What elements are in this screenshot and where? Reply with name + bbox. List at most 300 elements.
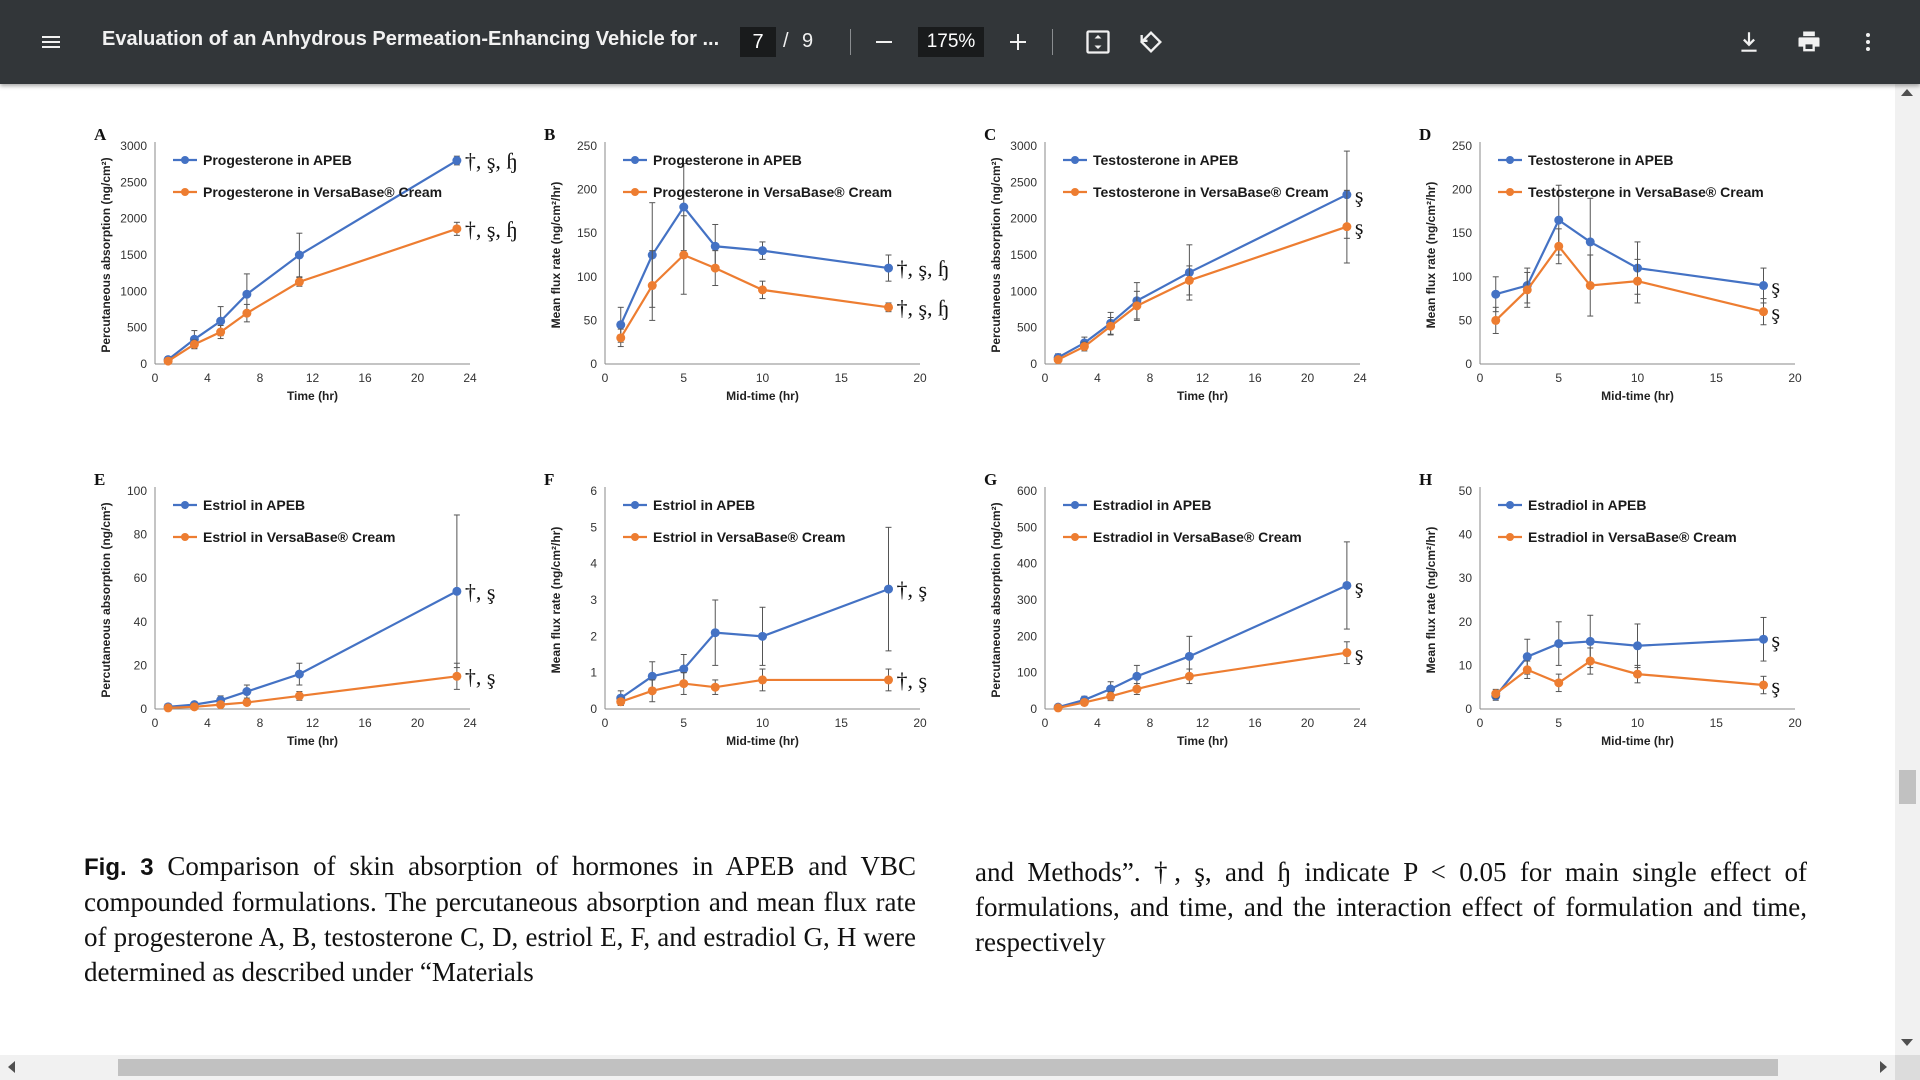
data-point — [164, 703, 173, 712]
significance-label: ş — [1771, 673, 1781, 699]
series-line — [621, 680, 889, 702]
panel-letter: C — [984, 125, 997, 144]
x-tick-label: 15 — [834, 371, 848, 385]
download-button[interactable] — [1729, 22, 1769, 62]
series-line — [1496, 220, 1764, 294]
chart-panel-h — [1415, 469, 1815, 814]
data-point — [1759, 635, 1768, 644]
legend-marker — [1506, 156, 1514, 164]
x-tick-label: 8 — [1146, 371, 1154, 385]
data-point — [295, 251, 304, 260]
data-point — [452, 587, 461, 596]
chart-svg — [980, 469, 1380, 814]
y-tick-label: 40 — [133, 614, 147, 629]
y-tick-label: 0 — [590, 702, 597, 716]
data-point — [1633, 670, 1642, 679]
panel-letter: G — [984, 470, 998, 489]
legend-marker — [1506, 533, 1514, 541]
pdf-page — [0, 84, 1895, 1054]
fit-page-icon — [1084, 28, 1112, 56]
legend-marker — [181, 156, 189, 164]
y-tick-label: 250 — [1451, 139, 1472, 153]
data-point — [1523, 652, 1532, 661]
chart-panel-d — [1415, 124, 1815, 469]
legend-label: Estradiol in APEB — [1528, 497, 1647, 513]
y-tick-label: 250 — [576, 139, 597, 153]
x-tick-label: 4 — [204, 371, 211, 385]
document-title: Evaluation of an Anhydrous Permeation-Enhancing Vehicle for ... — [102, 28, 720, 50]
x-tick-label: 0 — [601, 371, 609, 385]
x-tick-label: 8 — [1146, 716, 1154, 730]
legend-label: Estradiol in VersaBase® Cream — [1528, 529, 1737, 545]
data-point — [1554, 639, 1563, 648]
y-tick-label: 0 — [140, 702, 147, 716]
y-tick-label: 50 — [1458, 484, 1472, 498]
y-tick-label: 300 — [1016, 593, 1037, 607]
data-point — [1080, 342, 1089, 351]
zoom-in-icon — [1006, 30, 1030, 54]
pdf-viewer[interactable] — [0, 84, 1920, 1080]
y-tick-label: 5 — [590, 520, 597, 535]
x-axis-label: Mid-time (hr) — [1601, 389, 1674, 403]
chart-svg — [1415, 469, 1815, 814]
y-tick-label: 6 — [590, 484, 597, 498]
x-tick-label: 12 — [1195, 371, 1210, 385]
x-tick-label: 0 — [151, 371, 159, 385]
x-tick-label: 12 — [1195, 716, 1210, 730]
y-tick-label: 100 — [1016, 665, 1037, 680]
data-point — [758, 285, 767, 294]
vertical-scrollbar[interactable] — [1895, 84, 1920, 1055]
y-tick-label: 2000 — [120, 211, 147, 226]
scrollbar-corner — [1895, 1055, 1920, 1080]
panel-letter: F — [544, 470, 555, 489]
y-axis-label: Percutaneous absorption (ng/cm²) — [99, 502, 113, 698]
y-tick-label: 1 — [590, 665, 597, 680]
data-point — [452, 156, 461, 165]
data-point — [190, 340, 199, 349]
data-point — [295, 691, 304, 700]
data-point — [242, 290, 251, 299]
y-tick-label: 1000 — [1010, 284, 1037, 299]
series-line — [1496, 639, 1764, 696]
data-point — [648, 686, 657, 695]
y-tick-label: 150 — [1451, 226, 1472, 241]
figure-caption-right — [975, 855, 1807, 960]
scroll-left-arrow-icon[interactable] — [8, 1061, 15, 1073]
series-line — [621, 255, 889, 338]
menu-icon — [39, 30, 63, 54]
panel-letter: E — [94, 470, 106, 489]
data-point — [679, 679, 688, 688]
y-tick-label: 20 — [1458, 614, 1472, 629]
y-tick-label: 3000 — [120, 139, 147, 153]
data-point — [1080, 698, 1089, 707]
chart-panel-f — [540, 469, 940, 814]
x-tick-label: 15 — [1709, 716, 1723, 730]
legend-label: Testosterone in APEB — [1528, 152, 1674, 168]
y-tick-label: 200 — [1016, 629, 1037, 644]
horizontal-scroll-thumb[interactable] — [118, 1059, 1778, 1076]
legend-label: Progesterone in VersaBase® Cream — [653, 184, 893, 200]
y-tick-label: 100 — [1451, 269, 1472, 284]
y-tick-label: 40 — [1458, 527, 1472, 542]
legend-label: Estradiol in APEB — [1093, 497, 1212, 513]
data-point — [616, 320, 625, 329]
caption-text-right: and Methods”. †, ş, and ɧ indicate P < 0.05 for main single effect of formulations, and time, and the interaction effect of formulation and time, respectively — [975, 857, 1807, 957]
y-axis-label: Mean flux rate (ng/cm²/hr) — [1424, 526, 1438, 674]
zoom-level-input[interactable]: 175% — [918, 27, 984, 57]
data-point — [1554, 216, 1563, 225]
y-tick-label: 1500 — [120, 248, 147, 262]
caption-text-left: Comparison of skin absorption of hormones in APEB and VBC compounded formulations. The percutaneous absorption and mean flux rate of progesterone A, B, testosterone C, D, estriol E, F, and estradiol G, H were determined as described under “Materials — [84, 851, 916, 987]
x-tick-label: 8 — [256, 716, 264, 730]
zoom-in-button[interactable] — [998, 22, 1038, 62]
figure-caption-left — [84, 849, 916, 990]
rotate-button[interactable] — [1131, 22, 1171, 62]
chart-svg — [90, 124, 518, 469]
legend-label: Estriol in APEB — [203, 497, 306, 513]
data-point — [1342, 581, 1351, 590]
legend-marker — [1506, 188, 1514, 196]
y-axis-label: Mean flux rate (ng/cm²/hr) — [549, 526, 563, 674]
significance-label: ş — [1354, 640, 1364, 666]
chart-svg — [540, 124, 950, 469]
x-tick-label: 5 — [1555, 371, 1563, 385]
rotate-icon — [1137, 28, 1165, 56]
x-tick-label: 24 — [463, 716, 477, 730]
y-tick-label: 500 — [1016, 520, 1037, 535]
data-point — [242, 309, 251, 318]
chart-svg — [980, 124, 1380, 469]
data-point — [216, 328, 225, 337]
data-point — [679, 203, 688, 212]
data-point — [1586, 657, 1595, 666]
y-tick-label: 200 — [576, 182, 597, 197]
x-tick-label: 24 — [1353, 371, 1367, 385]
data-point — [1106, 322, 1115, 331]
significance-label: †, ş, ɧ — [464, 148, 518, 174]
data-point — [242, 687, 251, 696]
menu-button[interactable] — [31, 22, 71, 62]
current-page-input[interactable]: 7 — [740, 27, 776, 57]
y-tick-label: 0 — [1465, 702, 1472, 716]
y-tick-label: 1000 — [120, 284, 147, 299]
zoom-out-button[interactable] — [864, 22, 904, 62]
data-point — [711, 264, 720, 273]
x-tick-label: 12 — [305, 371, 320, 385]
x-tick-label: 20 — [1300, 371, 1315, 385]
pdf-toolbar — [0, 0, 1920, 84]
data-point — [1633, 277, 1642, 286]
figure-label: Fig. 3 — [84, 854, 154, 881]
x-tick-label: 4 — [1094, 716, 1101, 730]
significance-label: ş — [1354, 573, 1364, 599]
data-point — [295, 670, 304, 679]
legend-marker — [181, 188, 189, 196]
series-line — [1058, 227, 1347, 360]
legend-label: Testosterone in VersaBase® Cream — [1093, 184, 1329, 200]
data-point — [679, 251, 688, 260]
toolbar-divider — [850, 29, 851, 55]
significance-label: †, ş — [896, 667, 928, 693]
legend-marker — [1071, 156, 1079, 164]
page-separator: / — [783, 30, 789, 52]
y-tick-label: 2 — [590, 629, 597, 644]
data-point — [884, 585, 893, 594]
series-line — [1058, 585, 1347, 707]
data-point — [216, 700, 225, 709]
data-point — [1185, 652, 1194, 661]
legend-label: Estriol in VersaBase® Cream — [203, 529, 396, 545]
x-axis-label: Time (hr) — [286, 734, 339, 748]
y-tick-label: 500 — [126, 320, 147, 335]
y-tick-label: 30 — [1458, 571, 1472, 586]
data-point — [616, 697, 625, 706]
data-point — [1554, 678, 1563, 687]
significance-label: ş — [1771, 299, 1781, 325]
data-point — [216, 317, 225, 326]
y-tick-label: 50 — [583, 313, 597, 328]
data-point — [884, 303, 893, 312]
data-point — [711, 628, 720, 637]
x-tick-label: 24 — [463, 371, 477, 385]
x-axis-label: Mid-time (hr) — [726, 389, 799, 403]
y-tick-label: 100 — [576, 269, 597, 284]
legend-marker — [1071, 533, 1079, 541]
y-tick-label: 1500 — [1010, 248, 1037, 262]
series-line — [1058, 653, 1347, 708]
x-tick-label: 20 — [410, 716, 425, 730]
data-point — [1132, 685, 1141, 694]
chart-svg — [540, 469, 940, 814]
series-line — [1496, 661, 1764, 694]
x-tick-label: 24 — [1353, 716, 1367, 730]
fit-page-button[interactable] — [1078, 22, 1118, 62]
scroll-up-arrow-icon[interactable] — [1901, 89, 1913, 96]
chart-svg — [1415, 124, 1815, 469]
y-tick-label: 0 — [1465, 357, 1472, 371]
y-tick-label: 2500 — [1010, 175, 1037, 190]
y-tick-label: 3000 — [1010, 139, 1037, 153]
y-axis-label: Mean flux rate (ng/cm²/hr) — [1424, 181, 1438, 329]
data-point — [1633, 641, 1642, 650]
legend-marker — [181, 501, 189, 509]
legend-label: Estradiol in VersaBase® Cream — [1093, 529, 1302, 545]
y-tick-label: 3 — [590, 593, 597, 607]
data-point — [1491, 316, 1500, 325]
data-point — [1132, 672, 1141, 681]
data-point — [1586, 281, 1595, 290]
y-tick-label: 60 — [133, 571, 147, 586]
data-point — [1054, 355, 1063, 364]
data-point — [190, 702, 199, 711]
series-line — [168, 676, 457, 708]
series-line — [621, 207, 889, 325]
x-tick-label: 20 — [1300, 716, 1315, 730]
significance-label: †, ş — [464, 664, 496, 690]
y-tick-label: 500 — [1016, 320, 1037, 335]
more-vert-icon — [1856, 30, 1880, 54]
chart-panel-a — [90, 124, 518, 469]
x-tick-label: 5 — [1555, 716, 1563, 730]
y-tick-label: 2500 — [120, 175, 147, 190]
data-point — [1491, 689, 1500, 698]
x-tick-label: 4 — [1094, 371, 1101, 385]
significance-label: †, ş — [464, 579, 496, 605]
y-axis-label: Percutaneous absorption (ng/cm²) — [989, 502, 1003, 698]
series-line — [168, 229, 457, 361]
y-tick-label: 10 — [1458, 658, 1472, 673]
legend-marker — [1071, 188, 1079, 196]
significance-label: †, ş, ɧ — [896, 256, 950, 282]
data-point — [1185, 672, 1194, 681]
data-point — [758, 675, 767, 684]
data-point — [884, 675, 893, 684]
y-tick-label: 100 — [126, 484, 147, 498]
zoom-out-icon — [872, 30, 896, 54]
legend-marker — [631, 501, 639, 509]
legend-label: Estriol in VersaBase® Cream — [653, 529, 846, 545]
x-tick-label: 16 — [358, 716, 372, 730]
y-tick-label: 0 — [1030, 357, 1037, 371]
data-point — [164, 357, 173, 366]
x-tick-label: 20 — [410, 371, 425, 385]
panel-letter: D — [1419, 125, 1432, 144]
legend-marker — [631, 188, 639, 196]
x-axis-label: Time (hr) — [1176, 389, 1229, 403]
data-point — [1759, 681, 1768, 690]
panel-letter: H — [1419, 470, 1433, 489]
data-point — [1054, 703, 1063, 712]
significance-label: ş — [1354, 214, 1364, 240]
x-tick-label: 16 — [358, 371, 372, 385]
x-tick-label: 4 — [204, 716, 211, 730]
significance-label: †, ş, ɧ — [464, 216, 518, 242]
series-line — [1496, 246, 1764, 320]
data-point — [884, 264, 893, 273]
y-axis-label: Percutaneous absorption (ng/cm²) — [99, 157, 113, 353]
x-tick-label: 5 — [680, 716, 688, 730]
x-axis-label: Time (hr) — [1176, 734, 1229, 748]
x-tick-label: 10 — [1630, 371, 1645, 385]
data-point — [1523, 665, 1532, 674]
y-tick-label: 400 — [1016, 556, 1037, 571]
x-tick-label: 8 — [256, 371, 264, 385]
data-point — [1759, 307, 1768, 316]
significance-label: ş — [1771, 627, 1781, 653]
data-point — [1185, 276, 1194, 285]
x-axis-label: Mid-time (hr) — [726, 734, 799, 748]
x-tick-label: 10 — [1630, 716, 1645, 730]
legend-marker — [1071, 501, 1079, 509]
x-tick-label: 16 — [1248, 371, 1262, 385]
scroll-right-arrow-icon[interactable] — [1880, 1061, 1887, 1073]
y-tick-label: 80 — [133, 527, 147, 542]
print-button[interactable] — [1789, 22, 1829, 62]
x-tick-label: 0 — [1476, 716, 1484, 730]
legend-marker — [631, 156, 639, 164]
data-point — [1586, 237, 1595, 246]
x-tick-label: 10 — [755, 371, 770, 385]
chart-panel-e — [90, 469, 496, 814]
legend-marker — [1506, 501, 1514, 509]
y-tick-label: 2000 — [1010, 211, 1037, 226]
y-tick-label: 0 — [1030, 702, 1037, 716]
legend-marker — [631, 533, 639, 541]
x-tick-label: 15 — [834, 716, 848, 730]
more-actions-button[interactable] — [1848, 22, 1888, 62]
x-tick-label: 20 — [913, 716, 927, 730]
data-point — [758, 246, 767, 255]
x-tick-label: 0 — [1041, 371, 1049, 385]
horizontal-scrollbar[interactable] — [0, 1055, 1895, 1080]
x-tick-label: 5 — [680, 371, 688, 385]
data-point — [648, 281, 657, 290]
legend-label: Progesterone in APEB — [653, 152, 802, 168]
x-tick-label: 20 — [1788, 716, 1802, 730]
y-tick-label: 0 — [140, 357, 147, 371]
y-axis-label: Mean flux rate (ng/cm²/hr) — [549, 181, 563, 329]
data-point — [1342, 648, 1351, 657]
y-tick-label: 600 — [1016, 484, 1037, 498]
y-tick-label: 0 — [590, 357, 597, 371]
legend-label: Progesterone in VersaBase® Cream — [203, 184, 443, 200]
chart-panel-b — [540, 124, 950, 469]
data-point — [452, 672, 461, 681]
x-axis-label: Mid-time (hr) — [1601, 734, 1674, 748]
data-point — [1132, 301, 1141, 310]
y-tick-label: 20 — [133, 658, 147, 673]
panel-letter: A — [94, 125, 107, 144]
vertical-scroll-thumb[interactable] — [1899, 770, 1916, 804]
chart-svg — [90, 469, 496, 814]
data-point — [1491, 290, 1500, 299]
data-point — [1759, 281, 1768, 290]
data-point — [711, 242, 720, 251]
print-icon — [1795, 28, 1823, 56]
scroll-down-arrow-icon[interactable] — [1901, 1039, 1913, 1046]
significance-label: †, ş, ɧ — [896, 295, 950, 321]
x-tick-label: 0 — [151, 716, 159, 730]
y-tick-label: 50 — [1458, 313, 1472, 328]
legend-marker — [181, 533, 189, 541]
data-point — [1586, 637, 1595, 646]
data-point — [1106, 692, 1115, 701]
x-tick-label: 12 — [305, 716, 320, 730]
legend-label: Testosterone in VersaBase® Cream — [1528, 184, 1764, 200]
total-pages: 9 — [802, 30, 814, 52]
x-tick-label: 0 — [1476, 371, 1484, 385]
y-axis-label: Percutaneous absorption (ng/cm²) — [989, 157, 1003, 353]
legend-label: Progesterone in APEB — [203, 152, 352, 168]
data-point — [758, 632, 767, 641]
data-point — [1554, 242, 1563, 251]
x-tick-label: 20 — [1788, 371, 1802, 385]
x-tick-label: 20 — [913, 371, 927, 385]
chart-panel-g — [980, 469, 1380, 814]
legend-label: Estriol in APEB — [653, 497, 756, 513]
panel-letter: B — [544, 125, 556, 144]
toolbar-divider — [1052, 29, 1053, 55]
data-point — [295, 277, 304, 286]
significance-label: †, ş — [896, 577, 928, 603]
x-tick-label: 10 — [755, 716, 770, 730]
data-point — [616, 333, 625, 342]
x-axis-label: Time (hr) — [286, 389, 339, 403]
download-icon — [1736, 29, 1762, 55]
x-tick-label: 0 — [1041, 716, 1049, 730]
